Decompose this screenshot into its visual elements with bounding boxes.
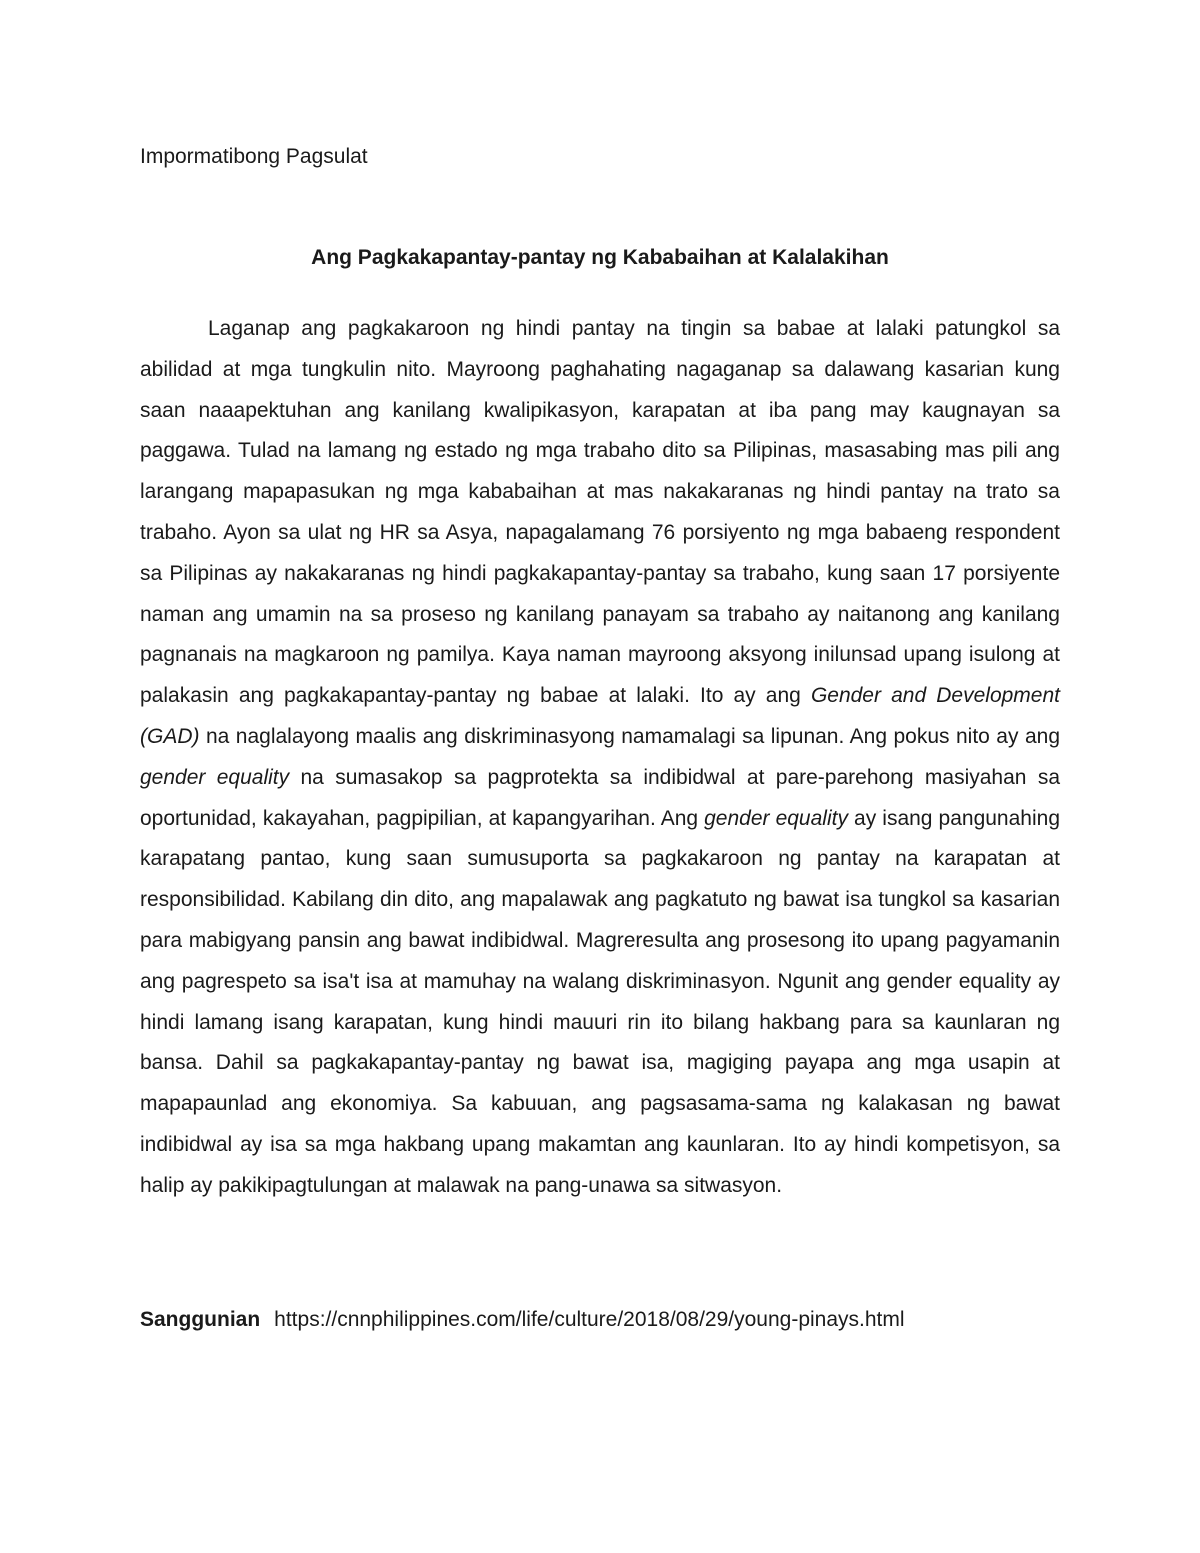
document-heading: Impormatibong Pagsulat (140, 145, 368, 168)
reference-label: Sanggunian (140, 1308, 261, 1331)
document-title: Ang Pagkakapantay-pantay ng Kababaihan at Kalalakihan (311, 246, 889, 269)
reference-url: https://cnnphilippines.com/life/culture/2018/08/29/young-pinays.html (274, 1308, 905, 1331)
paragraph-text-part-2: na naglalayong maalis ang diskriminasyong namamalagi sa lipunan. Ang pokus nito ay ang (199, 724, 1060, 748)
gad-term: Gender and Development (GAD) (140, 684, 1060, 748)
paragraph-text-part-3: na sumasakop sa pagprotekta sa indibidwal at pare-parehong masiyahan sa oportunidad, kakayahan, pagpipilian, at kapangyarihan. Ang (140, 765, 1060, 830)
gender-equality-term: gender equality (140, 765, 290, 789)
paragraph-text-part-1: Laganap ang pagkakaroon ng hindi pantay na tingin sa babae at lalaki patungkol sa abilidad at mga tungkulin nito. Mayroong paghahating nagaganap sa dalawang kasarian kung saan naaapektuhan ang kanilang kwalipikasyon, karapatan at iba pang may kaugnayan sa paggawa. Tulad na lamang ng estado ng mga trabaho dito sa Pilipinas, masasabing mas pili ang larangang mapapasukan ng mga kababaihan at mas nakakaranas ng hindi pantay na trato sa trabaho. Ayon sa ulat ng HR sa Asya, napagalamang 76 porsiyento ng mga babaeng respondent sa Pilipinas ay nakakaranas ng hindi pagkakapantay-pantay sa trabaho, kung saan 17 porsiyente naman ang umamin na sa proseso ng kanilang panayam sa trabaho ay naitanong ang kanilang pagnanais na magkaroon ng pamilya. Kaya naman mayroong aksyong inilunsad upang isulong at palakasin ang pagkakapantay-pantay ng babae at lalaki. Ito ay ang (140, 317, 1060, 708)
body-paragraph (140, 309, 1060, 1207)
paragraph-text-part-4: ay isang pangunahing karapatang pantao, kung saan sumusuporta sa pagkakaroon ng pantay na karapatan at responsibilidad. Kabilang din dito, ang mapalawak ang pagkatuto ng bawat isa tungkol sa kasarian para mabigyang pansin ang bawat indibidwal. Magreresulta ang prosesong ito upang pagyamanin ang pagrespeto sa isa't isa at mamuhay na walang diskriminasyon. Ngunit ang gender equality ay hindi lamang isang karapatan, kung hindi mauuri rin ito bilang hakbang para sa kaunlaran ng bansa. Dahil sa pagkakapantay-pantay ng bawat isa, magiging payapa ang mga usapin at mapapaunlad ang ekonomiya. Sa kabuuan, ang pagsasama-sama ng kalakasan ng bawat indibidwal ay isa sa mga hakbang upang makamtan ang kaunlaran. Ito ay hindi kompetisyon, sa halip ay pakikipagtulungan at malawak na pang-unawa sa sitwasyon. (140, 806, 1060, 1197)
gender-equality-term: gender equality (704, 806, 848, 830)
reference-line (140, 1305, 905, 1335)
